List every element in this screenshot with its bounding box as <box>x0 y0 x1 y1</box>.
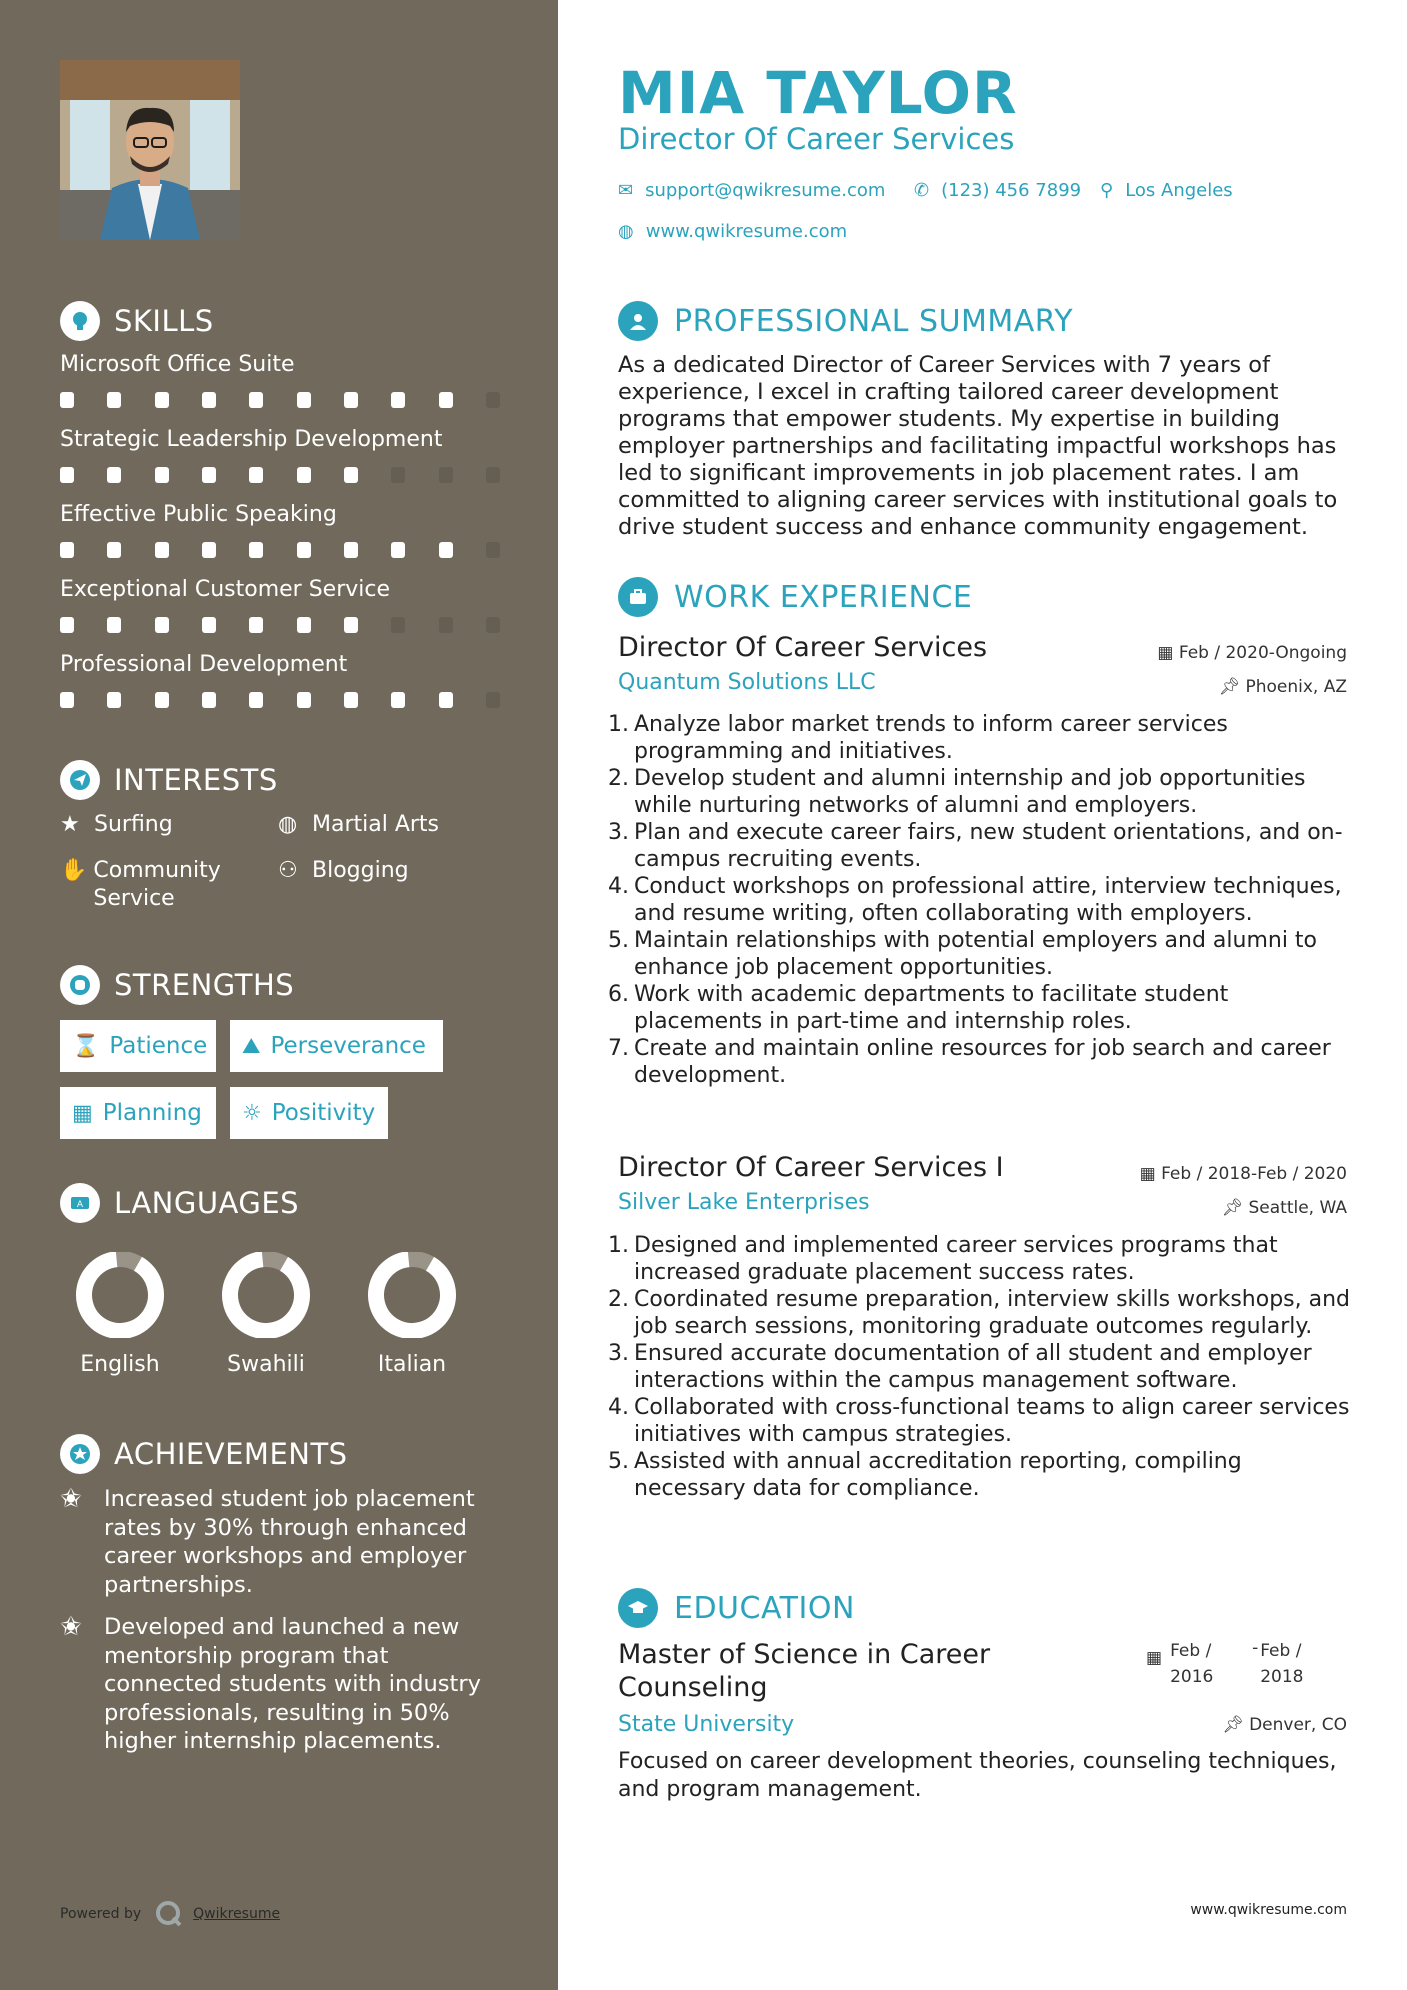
language-name: Swahili <box>227 1352 305 1377</box>
skill-name: Strategic Leadership Development <box>60 427 443 452</box>
degree-title: Master of Science in Career Counseling <box>618 1639 991 1703</box>
achievement-item: ✬ Increased student job placement rates by 30% through enhanced career workshops and employer partnerships. <box>60 1484 475 1598</box>
bullet-item: 4. Conduct workshops on professional attire, interview techniques, and resume writing, often collaborating with employers. <box>608 874 1342 926</box>
pin-icon: 📌︎ <box>1218 677 1246 697</box>
calendar-icon: ▦ <box>1157 643 1179 663</box>
language-ring <box>60 1252 180 1338</box>
skill-dot <box>249 692 263 708</box>
skill-item <box>60 650 500 708</box>
job-bullets <box>608 1232 1358 1502</box>
skills-heading: SKILLS <box>60 301 214 341</box>
language-ring <box>352 1252 472 1338</box>
briefcase-icon <box>618 577 658 617</box>
svg-text:A: A <box>76 1200 84 1210</box>
skill-dot <box>344 542 358 558</box>
skill-item <box>60 425 500 483</box>
star-icon: ★ <box>60 812 80 837</box>
skill-dot <box>344 617 358 633</box>
skill-dot <box>60 467 74 483</box>
email-contact[interactable]: ✉ support@qwikresume.com <box>618 180 886 201</box>
skill-dot <box>155 542 169 558</box>
calendar-icon: ▦ <box>1139 1164 1162 1184</box>
job-date: ▦ Feb / 2018-Feb / 2020 <box>1139 1164 1347 1184</box>
achievement-item: ✬ Developed and launched a new mentorship program that connected students with industry professionals, resulting in 50% higher internship placements. <box>60 1612 481 1754</box>
job-title: Director Of Career Services <box>618 632 988 663</box>
calendar-icon: ▦ <box>1146 1648 1163 1668</box>
interest-item: ◍ Martial Arts <box>278 812 440 837</box>
skill-dot <box>486 467 500 483</box>
skill-dot <box>297 617 311 633</box>
profile-photo <box>60 60 240 240</box>
skill-dot <box>249 617 263 633</box>
skill-name: Exceptional Customer Service <box>60 577 391 602</box>
bullet-item: 3. Plan and execute career fairs, new student orientations, and on-campus recruiting events. <box>608 820 1343 872</box>
skill-dot <box>60 617 74 633</box>
map-pin-icon: ⚲ <box>1100 180 1114 201</box>
skill-name: Professional Development <box>60 652 348 677</box>
star-icon: ✬ <box>60 1612 82 1642</box>
skill-dot <box>202 542 216 558</box>
phone-icon: ✆ <box>914 180 930 201</box>
experience-heading: WORK EXPERIENCE <box>618 576 972 618</box>
skill-dot <box>60 542 74 558</box>
qwikresume-logo-icon <box>155 1900 183 1928</box>
users-icon: ⚇ <box>278 858 298 883</box>
summary-text: As a dedicated Director of Career Services with 7 years of experience, I excel in crafting tailored career development programs that empower students. My expertise in building employer partnerships and facilitating impactful workshops has led to significant improvements in job placement rates. I am committed to aligning career services with institutional goals to drive student success and enhance community engagement. <box>618 352 1338 540</box>
bullet-item: 5. Assisted with annual accreditation reporting, compiling necessary data for compliance. <box>608 1449 1242 1501</box>
skill-dot <box>297 692 311 708</box>
language-item <box>60 1252 180 1377</box>
job-location: 📌︎ Phoenix, AZ <box>1218 677 1347 697</box>
skill-dot <box>202 467 216 483</box>
candidate-title: Director Of Career Services <box>618 122 1015 156</box>
skill-dot <box>155 617 169 633</box>
skill-dot <box>391 542 405 558</box>
language-icon <box>60 1183 100 1223</box>
skill-dot <box>486 542 500 558</box>
skill-dot <box>297 392 311 408</box>
skill-dot <box>344 692 358 708</box>
hand-icon: ✋ <box>60 858 88 883</box>
strength-badge: ⛰ Perseverance <box>230 1020 443 1072</box>
skill-item <box>60 575 500 633</box>
skill-level-dots <box>60 617 500 633</box>
skill-dot <box>249 542 263 558</box>
skill-dot <box>391 392 405 408</box>
strengths-heading: STRENGTHS <box>60 965 294 1005</box>
skill-dot <box>486 692 500 708</box>
skill-dot <box>107 542 121 558</box>
skill-dot <box>107 692 121 708</box>
trophy-icon <box>60 1434 100 1474</box>
job-company: Quantum Solutions LLC <box>618 670 876 695</box>
user-icon <box>618 301 658 341</box>
powered-by: Powered by Qwikresume <box>60 1900 280 1928</box>
candidate-name: MIA TAYLOR <box>618 59 1018 127</box>
sidebar <box>0 0 558 1990</box>
bullet-item: 5. Maintain relationships with potential employers and alumni to enhance job placement opportunities. <box>608 928 1318 980</box>
skill-dot <box>60 692 74 708</box>
skill-name: Microsoft Office Suite <box>60 352 295 377</box>
interest-item: ★ Surfing <box>60 812 173 837</box>
job-company: Silver Lake Enterprises <box>618 1190 870 1215</box>
pin-icon: 📌︎ <box>1221 1198 1249 1218</box>
achievements-heading: ACHIEVEMENTS <box>60 1434 348 1474</box>
main-content <box>558 0 1407 1990</box>
skill-dot <box>439 542 453 558</box>
website-contact[interactable]: ◍ www.qwikresume.com <box>618 221 848 242</box>
skill-dot <box>202 617 216 633</box>
job-bullets <box>608 711 1358 1089</box>
skill-dot <box>60 392 74 408</box>
skill-dot <box>439 617 453 633</box>
bullet-item: 1. Designed and implemented career services programs that increased graduate placement success rates. <box>608 1233 1278 1285</box>
skill-level-dots <box>60 542 500 558</box>
skill-dot <box>155 467 169 483</box>
star-icon: ✬ <box>60 1484 82 1514</box>
skill-dot <box>107 467 121 483</box>
bullet-item: 3. Ensured accurate documentation of all student and employer interactions within the campus management software. <box>608 1341 1312 1393</box>
skill-dot <box>439 692 453 708</box>
lightbulb-icon <box>60 301 100 341</box>
skill-dot <box>202 692 216 708</box>
strength-badge: ▦ Planning <box>60 1087 216 1139</box>
fist-icon <box>60 965 100 1005</box>
globe-icon: ◍ <box>618 221 634 242</box>
skill-level-dots <box>60 467 500 483</box>
skill-dot <box>344 392 358 408</box>
skill-dot <box>107 392 121 408</box>
location-contact: ⚲ Los Angeles <box>1100 180 1233 201</box>
bullet-item: 4. Collaborated with cross-functional teams to align career services initiatives with campus strategies. <box>608 1395 1350 1447</box>
skill-dot <box>155 692 169 708</box>
bullet-item: 6. Work with academic departments to facilitate student placements in part-time and internship roles. <box>608 982 1229 1034</box>
skill-dot <box>107 617 121 633</box>
hourglass-icon: ⌛ <box>72 1033 100 1059</box>
skill-dot <box>155 392 169 408</box>
skill-dot <box>486 392 500 408</box>
skill-dot <box>391 692 405 708</box>
skill-dot <box>297 542 311 558</box>
calendar-icon: ▦ <box>72 1100 93 1126</box>
education-dates: ▦ Feb / 2016 - Feb / 2018 <box>1146 1638 1304 1687</box>
school-name: State University <box>618 1712 795 1737</box>
sun-icon: ☼ <box>242 1100 262 1126</box>
pin-icon: 📌︎ <box>1222 1715 1250 1735</box>
skill-dot <box>249 467 263 483</box>
language-item <box>352 1252 472 1377</box>
summary-heading: PROFESSIONAL SUMMARY <box>618 300 1073 342</box>
footer-site[interactable]: www.qwikresume.com <box>1190 1902 1347 1918</box>
skill-item <box>60 500 500 558</box>
road-icon: ⛰ <box>242 1033 261 1059</box>
language-ring <box>206 1252 326 1338</box>
education-heading: EDUCATION <box>618 1587 855 1629</box>
language-name: English <box>80 1352 160 1377</box>
job-title: Director Of Career Services I <box>618 1152 1004 1183</box>
skill-dot <box>344 467 358 483</box>
skill-dot <box>486 617 500 633</box>
envelope-icon: ✉ <box>618 180 634 201</box>
skill-level-dots <box>60 392 500 408</box>
bullet-item: 1. Analyze labor market trends to inform career services programming and initiatives. <box>608 712 1228 764</box>
interests-heading: INTERESTS <box>60 760 278 800</box>
skill-name: Effective Public Speaking <box>60 502 337 527</box>
strength-badge: ⌛ Patience <box>60 1020 216 1072</box>
skill-dot <box>439 392 453 408</box>
skill-dot <box>297 467 311 483</box>
bullet-item: 2. Develop student and alumni internship and job opportunities while nurturing networks of alumni and employers. <box>608 766 1306 818</box>
qwikresume-link[interactable]: Qwikresume <box>193 1906 281 1922</box>
paper-plane-icon <box>60 760 100 800</box>
graduation-cap-icon <box>618 1588 658 1628</box>
globe-icon: ◍ <box>278 812 298 837</box>
interest-item: ⚇ Blogging <box>278 858 409 883</box>
skill-dot <box>391 467 405 483</box>
language-name: Italian <box>377 1352 447 1377</box>
languages-heading: A LANGUAGES <box>60 1183 299 1223</box>
skill-item <box>60 350 500 408</box>
job-date: ▦ Feb / 2020-Ongoing <box>1157 643 1347 663</box>
language-item <box>206 1252 326 1377</box>
education-description: Focused on career development theories, counseling techniques, and program management. <box>618 1749 1337 1802</box>
education-location: 📌︎ Denver, CO <box>1222 1715 1347 1735</box>
skill-dot <box>249 392 263 408</box>
bullet-item: 2. Coordinated resume preparation, interview skills workshops, and job search sessions, monitoring graduate outcomes regularly. <box>608 1287 1350 1339</box>
skill-dot <box>391 617 405 633</box>
skill-dot <box>439 467 453 483</box>
bullet-item: 7. Create and maintain online resources for job search and career development. <box>608 1036 1331 1088</box>
phone-contact[interactable]: ✆ (123) 456 7899 <box>914 180 1082 201</box>
job-location: 📌︎ Seattle, WA <box>1221 1198 1347 1218</box>
strength-badge: ☼ Positivity <box>230 1087 388 1139</box>
skill-dot <box>202 392 216 408</box>
interest-item: ✋ Community Service <box>60 858 221 911</box>
skill-level-dots <box>60 692 500 708</box>
